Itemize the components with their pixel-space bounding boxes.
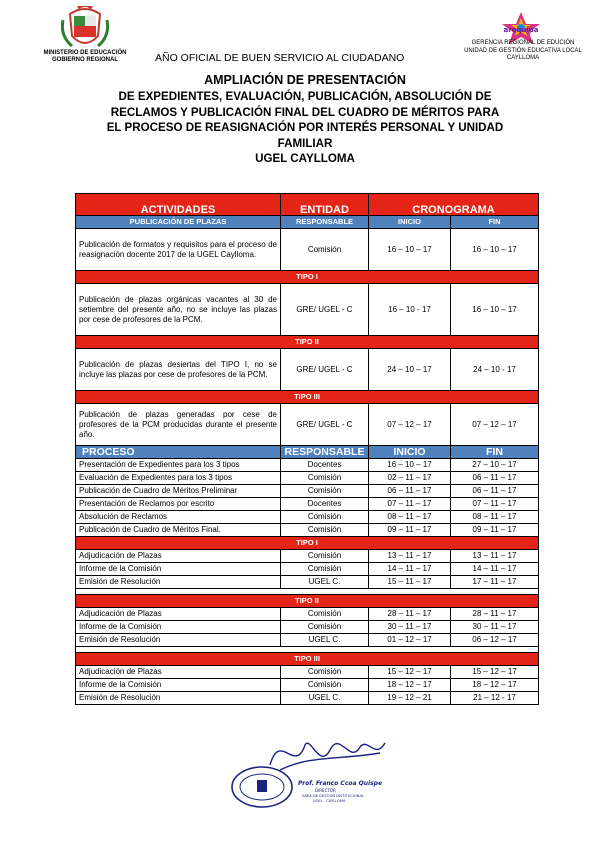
responsable-cell: GRE/ UGEL - C [281, 284, 369, 336]
header-inicio: INICIO [369, 446, 451, 459]
header-proceso: PROCESO [76, 446, 281, 459]
table-subheader-row [76, 216, 539, 229]
activity-cell: Emisión de Resolución [76, 692, 281, 705]
year-slogan: AÑO OFICIAL DE BUEN SERVICIO AL CIUDADANO [155, 52, 405, 64]
document-title [80, 72, 530, 167]
inicio-cell: 18 – 12 – 17 [369, 679, 451, 692]
table-row [76, 229, 539, 271]
table-row [76, 524, 539, 537]
proceso-header-row [76, 446, 539, 459]
inicio-cell: 24 – 10 – 17 [369, 349, 451, 391]
header-actividades: ACTIVIDADES [76, 194, 281, 216]
inicio-cell: 15 – 11 – 17 [369, 576, 451, 589]
title-line: FAMILIAR [277, 136, 333, 150]
responsable-cell: Comisión [281, 472, 369, 485]
header-cronograma: CRONOGRAMA [369, 194, 539, 216]
responsable-cell: Comisión [281, 550, 369, 563]
header-entidad: ENTIDAD [281, 194, 369, 216]
tipo-row [76, 537, 539, 550]
inicio-cell: 28 – 11 – 17 [369, 608, 451, 621]
activity-cell: Absolución de Reclamos [76, 511, 281, 524]
adjudicacion-tipo1-rows [76, 550, 539, 589]
fin-cell: 09 – 11 – 17 [451, 524, 539, 537]
subheader-responsable: RESPONSABLE [281, 216, 369, 229]
inicio-cell: 14 – 11 – 17 [369, 563, 451, 576]
signatory-place: UGEL - CAYLLOMA [313, 799, 346, 803]
ugel-line: UNIDAD DE GESTIÓN EDUCATIVA LOCAL [464, 47, 582, 54]
proceso-rows [76, 459, 539, 537]
responsable-cell: UGEL C. [281, 692, 369, 705]
regional-gov-line: GOBIERNO REGIONAL [51, 57, 118, 63]
activity-cell: Publicación de Cuadro de Méritos Preliminar [76, 485, 281, 498]
adjudicacion-tipo3-rows [76, 666, 539, 705]
activity-cell: Informe de la Comisión [76, 679, 281, 692]
tipo-label: TIPO I [76, 537, 539, 550]
responsable-cell: Comisión [281, 485, 369, 498]
inicio-cell: 16 – 10 - 17 [369, 284, 451, 336]
activity-cell: Publicación de plazas desiertas del TIPO I, no se incluye las plazas por cese de profesores de la PCM. [76, 349, 281, 391]
fin-cell: 21 – 12 - 17 [451, 692, 539, 705]
responsable-cell: GRE/ UGEL - C [281, 349, 369, 391]
table-row [76, 511, 539, 524]
fin-cell: 07 – 11 – 17 [451, 498, 539, 511]
subheader-fin: FIN [451, 216, 539, 229]
tipo-row [76, 653, 539, 666]
table-row [76, 576, 539, 589]
fin-cell: 14 – 11 – 17 [451, 563, 539, 576]
subheader-inicio: INICIO [369, 216, 451, 229]
activity-cell: Publicación de formatos y requisitos para el proceso de reasignación docente 2017 de la UGEL Caylloma. [76, 229, 281, 271]
table-row [76, 634, 539, 647]
fin-cell: 06 – 12 – 17 [451, 634, 539, 647]
fin-cell: 07 – 12 – 17 [451, 404, 539, 446]
peru-coat-of-arms-icon [60, 6, 110, 52]
signature-stamp [210, 725, 410, 825]
responsable-cell: Comisión [281, 621, 369, 634]
regional-logo-lettering: arequipa [503, 26, 539, 34]
activity-cell: Presentación de Expedientes para los 3 tipos [76, 459, 281, 472]
regional-org-name [448, 40, 598, 63]
responsable-cell: Comisión [281, 679, 369, 692]
responsable-cell: Comisión [281, 511, 369, 524]
activity-cell: Informe de la Comisión [76, 563, 281, 576]
adjudicacion-tipo2-rows [76, 608, 539, 647]
table-header-row [76, 194, 539, 216]
fin-cell: 06 – 11 – 17 [451, 485, 539, 498]
responsable-cell: Comisión [281, 524, 369, 537]
gre-line: GERENCIA REGIONAL DE EDUCIÓN [471, 40, 575, 46]
inicio-cell: 16 – 10 – 17 [369, 459, 451, 472]
table-row [76, 666, 539, 679]
fin-cell: 30 – 11 – 17 [451, 621, 539, 634]
activity-cell: Emisión de Resolución [76, 634, 281, 647]
inicio-cell: 07 – 11 – 17 [369, 498, 451, 511]
fin-cell: 28 – 11 – 17 [451, 608, 539, 621]
signatory-role: DIRECTOR [315, 788, 336, 793]
fin-cell: 17 – 11 – 17 [451, 576, 539, 589]
table-row [76, 485, 539, 498]
responsable-cell: Docentes [281, 498, 369, 511]
header-fin: FIN [451, 446, 539, 459]
activity-cell: Emisión de Resolución [76, 576, 281, 589]
fin-cell: 16 – 10 – 17 [451, 284, 539, 336]
responsable-cell: Comisión [281, 666, 369, 679]
tipo-row [76, 336, 539, 349]
responsable-cell: UGEL C. [281, 576, 369, 589]
tipo-label: TIPO I [76, 271, 539, 284]
signatory-org: AREA DE GESTIÓN INSTITUCIONAL [302, 794, 364, 798]
table-row [76, 498, 539, 511]
inicio-cell: 08 – 11 – 17 [369, 511, 451, 524]
title-line: RECLAMOS Y PUBLICACIÓN FINAL DEL CUADRO DE MÉRITOS PARA [110, 105, 500, 119]
inicio-cell: 01 – 12 – 17 [369, 634, 451, 647]
responsable-cell: Comisión [281, 563, 369, 576]
activity-cell: Informe de la Comisión [76, 621, 281, 634]
tipo-row [76, 595, 539, 608]
tipo-label: TIPO II [76, 595, 539, 608]
tipo-row [76, 271, 539, 284]
inicio-cell: 13 – 11 – 17 [369, 550, 451, 563]
table-row [76, 349, 539, 391]
table-row [76, 472, 539, 485]
fin-cell: 06 – 11 – 17 [451, 472, 539, 485]
inicio-cell: 15 – 12 – 17 [369, 666, 451, 679]
responsable-cell: UGEL C. [281, 634, 369, 647]
subheader-publicacion: PUBLICACIÓN DE PLAZAS [76, 216, 281, 229]
fin-cell: 18 – 12 – 17 [451, 679, 539, 692]
schedule-table [75, 193, 539, 705]
tipo-row [76, 391, 539, 404]
responsable-cell: Comisión [281, 608, 369, 621]
table-row [76, 608, 539, 621]
activity-cell: Evaluación de Expedientes para los 3 tipos [76, 472, 281, 485]
document-header [0, 0, 612, 78]
inicio-cell: 16 – 10 – 17 [369, 229, 451, 271]
activity-cell: Adjudicación de Plazas [76, 608, 281, 621]
responsable-cell: Docentes [281, 459, 369, 472]
activity-cell: Publicación de plazas generadas por cese de profesores de la PCM producidas durante el presente año. [76, 404, 281, 446]
activity-cell: Publicación de plazas orgánicas vacantes al 30 de setiembre del presente año, no se incluye las plazas por cese de profesores de la PCM. [76, 284, 281, 336]
ministry-name [30, 50, 140, 64]
responsable-cell: GRE/ UGEL - C [281, 404, 369, 446]
fin-cell: 27 – 10 – 17 [451, 459, 539, 472]
fin-cell: 08 – 11 – 17 [451, 511, 539, 524]
fin-cell: 24 – 10 - 17 [451, 349, 539, 391]
table-row [76, 621, 539, 634]
title-subtitle: UGEL CAYLLOMA [255, 152, 355, 165]
activity-cell: Publicación de Cuadro de Méritos Final. [76, 524, 281, 537]
caylloma-line: CAYLLOMA [506, 55, 540, 61]
title-line: AMPLIACIÓN DE PRESENTACIÓN [204, 73, 406, 87]
fin-cell: 13 – 11 – 17 [451, 550, 539, 563]
table-row [76, 679, 539, 692]
inicio-cell: 07 – 12 – 17 [369, 404, 451, 446]
tipo-label: TIPO III [76, 653, 539, 666]
header-responsable: RESPONSABLE [281, 446, 369, 459]
table-row [76, 563, 539, 576]
table-row [76, 404, 539, 446]
table-row [76, 459, 539, 472]
tipo-label: TIPO III [76, 391, 539, 404]
activity-cell: Presentación de Reclamos por escrito [76, 498, 281, 511]
inicio-cell: 06 – 11 – 17 [369, 485, 451, 498]
inicio-cell: 19 – 12 – 21 [369, 692, 451, 705]
fin-cell: 16 – 10 – 17 [451, 229, 539, 271]
inicio-cell: 09 – 11 – 17 [369, 524, 451, 537]
fin-cell: 15 – 12 – 17 [451, 666, 539, 679]
title-line: DE EXPEDIENTES, EVALUACIÓN, PUBLICACIÓN, ABSOLUCIÓN DE [118, 90, 492, 103]
ministry-line: MINISTERIO DE EDUCACIÓN [43, 50, 127, 56]
signatory-name: Prof. Franco Ccoa Quispe [298, 780, 383, 787]
table-row [76, 284, 539, 336]
table-row [76, 550, 539, 563]
activity-cell: Adjudicación de Plazas [76, 666, 281, 679]
responsable-cell: Comisión [281, 229, 369, 271]
title-line: EL PROCESO DE REASIGNACIÓN POR INTERÉS PERSONAL Y UNIDAD [106, 121, 504, 134]
inicio-cell: 02 – 11 – 17 [369, 472, 451, 485]
table-row [76, 692, 539, 705]
tipo-label: TIPO II [76, 336, 539, 349]
inicio-cell: 30 – 11 – 17 [369, 621, 451, 634]
activity-cell: Adjudicación de Plazas [76, 550, 281, 563]
